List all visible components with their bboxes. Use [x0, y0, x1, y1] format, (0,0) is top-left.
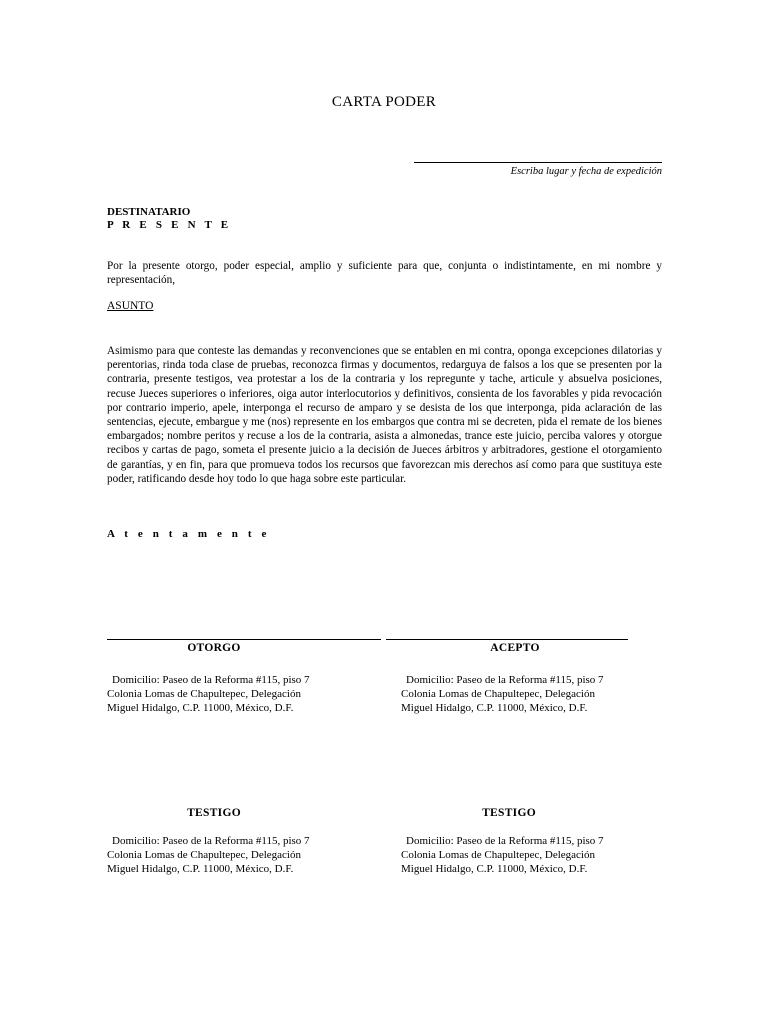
address-line: Colonia Lomas de Chapultepec, Delegación — [401, 849, 595, 861]
testigo-1-label: TESTIGO — [187, 807, 241, 819]
testigo-1-address — [107, 834, 310, 876]
acepto-address — [401, 673, 604, 715]
otorgo-address — [107, 673, 310, 715]
address-line: Miguel Hidalgo, C.P. 11000, México, D.F. — [401, 863, 588, 875]
address-line: Domicilio: Paseo de la Reforma #115, piso 7 — [406, 674, 604, 686]
document-title: CARTA PODER — [331, 94, 437, 110]
acepto-signature-line — [386, 639, 628, 640]
testigo-2-address — [401, 834, 604, 876]
recipient-present: P R E S E N T E — [107, 219, 232, 231]
date-caption: Escriba lugar y fecha de expedición — [510, 166, 662, 177]
address-line: Miguel Hidalgo, C.P. 11000, México, D.F. — [107, 863, 294, 875]
subject-label: ASUNTO — [107, 300, 154, 312]
address-line: Colonia Lomas de Chapultepec, Delegación — [107, 688, 301, 700]
address-line: Domicilio: Paseo de la Reforma #115, piso 7 — [112, 674, 310, 686]
acepto-label: ACEPTO — [490, 642, 540, 654]
recipient-block — [107, 206, 231, 232]
address-line: Miguel Hidalgo, C.P. 11000, México, D.F. — [401, 702, 588, 714]
address-line: Domicilio: Paseo de la Reforma #115, piso 7 — [112, 835, 310, 847]
otorgo-label: OTORGO — [187, 642, 241, 654]
address-line: Colonia Lomas de Chapultepec, Delegación — [107, 849, 301, 861]
closing-salutation: A t e n t a m e n t e — [107, 528, 270, 540]
recipient-heading: DESTINATARIO — [107, 206, 191, 218]
address-line: Domicilio: Paseo de la Reforma #115, piso 7 — [406, 835, 604, 847]
powers-paragraph: Asimismo para que conteste las demandas y reconvenciones que se entablen en mi contra, oponga excepciones dilatorias y perentorias, rinda toda clase de pruebas, reconozca firmas y documentos, redarguya de falsos a los que se presenten por la contraria, presente testigos, vea protestar a los de la contraria y los repregunte y tache, articule y absuelva posiciones, recuse Jueces superiores o inferiores, oiga autor interlocutorios y definitivos, consienta de los favorables y pida revocación por contrario imperio, apele, interponga el recurso de amparo y se desista de los que interponga, pida aclaración de las sentencias, ejecute, embargue y me (nos) represente en los embargos que contra mi se decreten, pida el remate de los bienes embargados; nombre peritos y recuse a los de la contraria, asista a almonedas, trance este juicio, perciba valores y otorgue recibos y cartas de pago, someta el presente juicio a la decisión de Jueces árbitros y arbitradores, gestione el otorgamiento de garantías, y en fin, para que promueva todos los recursos que favorezcan mis derechos así como para que sustituya este poder, ratificando desde hoy todo lo que haga sobre este particular. — [107, 345, 662, 485]
otorgo-signature-line — [107, 639, 381, 640]
address-line: Miguel Hidalgo, C.P. 11000, México, D.F. — [107, 702, 294, 714]
grant-paragraph: Por la presente otorgo, poder especial, amplio y suficiente para que, conjunta o indistintamente, en mi nombre y representación, — [107, 260, 662, 287]
testigo-2-label: TESTIGO — [482, 807, 536, 819]
date-signature-line — [414, 162, 662, 163]
address-line: Colonia Lomas de Chapultepec, Delegación — [401, 688, 595, 700]
